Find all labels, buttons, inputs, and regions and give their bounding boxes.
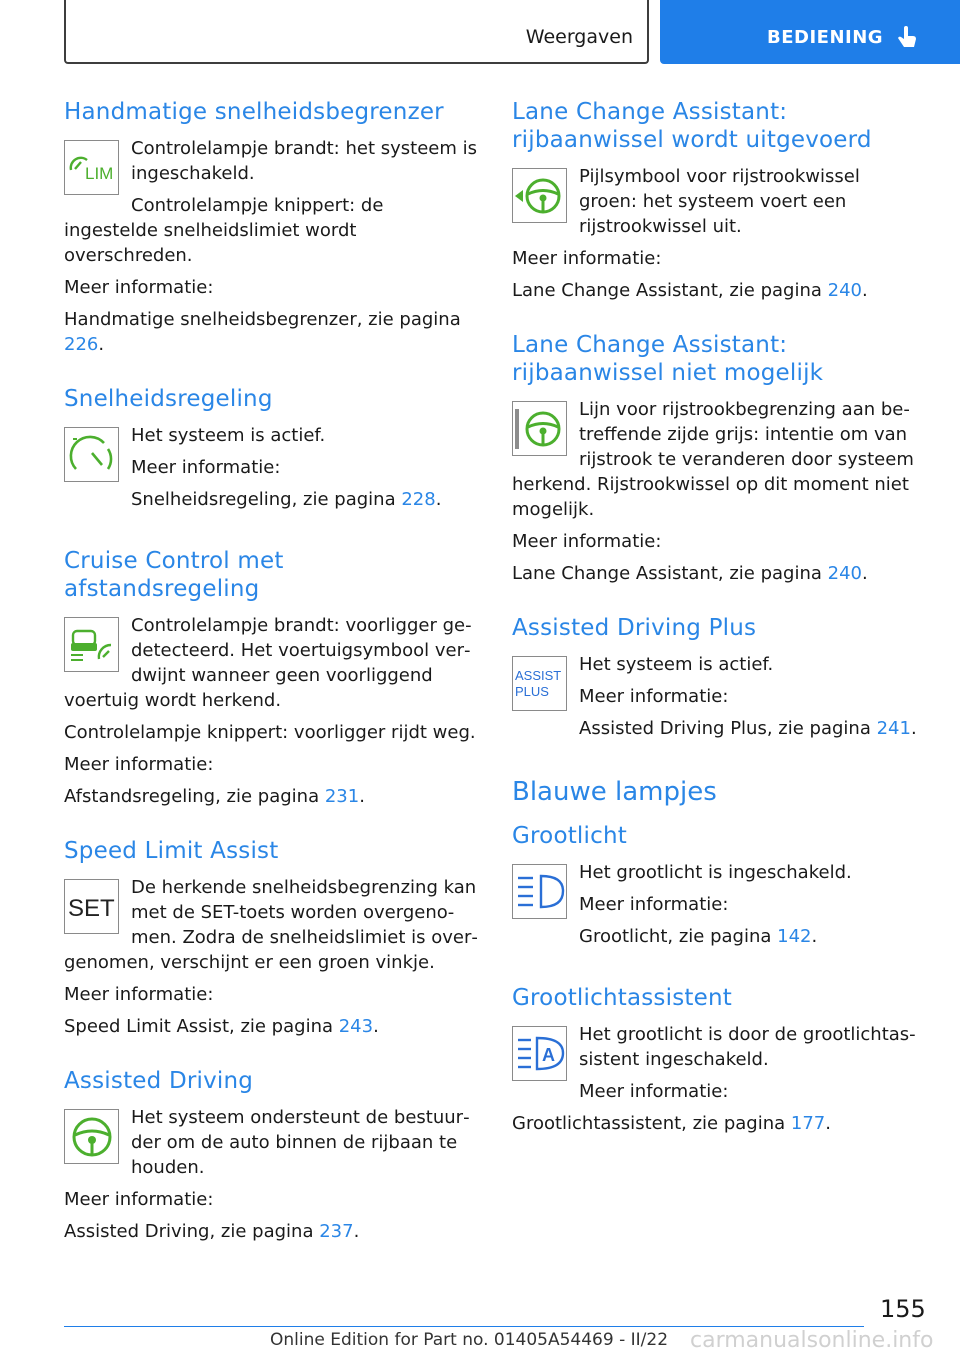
paragraph: Meer informatie: [579, 894, 729, 915]
section-distance-control [64, 547, 479, 809]
section-title: Cruise Control met afstandsregeling [64, 548, 284, 602]
svg-text:PLUS: PLUS [515, 683, 549, 699]
svg-text:SET: SET [68, 894, 115, 922]
paragraph: Meer informatie: [64, 984, 214, 1005]
reference: Snelheidsregeling, zie pagina 228. [131, 489, 442, 510]
paragraph: Controlelampje knippert: de ingestelde snelheidslimiet wordt overschreden. [64, 195, 384, 266]
paragraph: Meer informatie: [64, 754, 214, 775]
section-title: Assisted Driving [64, 1068, 254, 1094]
reference: Lane Change Assistant, zie pagina 240. [512, 563, 868, 584]
steering-wheel-icon [64, 1109, 119, 1164]
high-beam-assistant-icon [512, 1026, 567, 1081]
section-assisted-driving [64, 1067, 479, 1244]
section-lane-change-not-possible [512, 331, 922, 586]
page-link[interactable]: 243 [338, 1016, 374, 1037]
section-assisted-driving-plus [512, 614, 922, 748]
paragraph: Controlelampje brandt: het systeem is ingeschakeld. [131, 138, 477, 184]
paragraph: Pijlsymbool voor rijstrookwissel groen: het systeem voert een rijstrookwissel uit. [579, 166, 860, 237]
page-number: 155 [880, 1295, 926, 1323]
section-title: Speed Limit Assist [64, 838, 279, 864]
set-icon [64, 879, 119, 934]
reference: Grootlichtassistent, zie pagina 177. [512, 1113, 831, 1134]
reference: Afstandsregeling, zie pagina 231. [64, 786, 365, 807]
section-title: Grootlichtassistent [512, 985, 732, 1011]
speedometer-icon [64, 427, 119, 482]
page-link[interactable]: 231 [324, 786, 360, 807]
section-title: Lane Change Assistant: rijbaanwissel wordt uitgevoerd [512, 99, 872, 153]
paragraph: Meer informatie: [64, 1189, 214, 1210]
paragraph: De herkende snelheidsbegrenzing kan met de SET-toets worden overgenomen. Zodra de snelheidslimiet is overgenomen, verschijnt er een groen vinkje. [64, 877, 478, 973]
reference: Grootlicht, zie pagina 142. [579, 926, 818, 947]
section-title: Grootlicht [512, 823, 627, 849]
section-title: Handmatige snelheidsbegrenzer [64, 99, 444, 125]
paragraph: Lijn voor rijstrookbegrenzing aan betreffende zijde grijs: intentie om van rijstrook te veranderen door systeem herkend. Rijstrookwissel op dit moment niet mogelijk. [512, 399, 914, 520]
header-section-title: Weergaven [525, 26, 633, 48]
page-link[interactable]: 241 [876, 718, 911, 739]
speed-limiter-lim-icon [64, 140, 119, 195]
footer-divider [64, 1326, 864, 1327]
assist-plus-icon [512, 656, 567, 711]
lane-boundary-icon [512, 401, 567, 456]
footer-edition: Online Edition for Part no. 01405A54469 - II/22 [270, 1330, 669, 1350]
page-link[interactable]: 240 [827, 563, 862, 584]
svg-text:A: A [541, 1044, 555, 1065]
page-link[interactable]: 177 [790, 1113, 826, 1134]
high-beam-icon [512, 864, 567, 919]
paragraph: Meer informatie: [64, 277, 214, 298]
paragraph: Het grootlicht is door de grootlichtassistent ingeschakeld. [579, 1024, 916, 1070]
section-cruise-control [64, 385, 479, 519]
paragraph: Meer informatie: [512, 248, 662, 269]
section-speed-limit-assist [64, 837, 479, 1039]
page-link[interactable]: 142 [777, 926, 812, 947]
reference: Speed Limit Assist, zie pagina 243. [64, 1016, 379, 1037]
section-high-beam-assistant [512, 984, 922, 1136]
section-manual-speed-limiter [64, 98, 479, 357]
paragraph: Meer informatie: [579, 686, 729, 707]
section-high-beam [512, 822, 922, 956]
page-link[interactable]: 228 [401, 489, 436, 510]
lane-change-arrow-icon [512, 168, 567, 223]
header-section-box [64, 0, 649, 64]
paragraph: Het grootlicht is ingeschakeld. [579, 862, 852, 883]
section-title: Snelheidsregeling [64, 386, 273, 412]
paragraph: Controlelampje knippert: voorligger rijdt weg. [64, 722, 476, 743]
paragraph: Meer informatie: [131, 457, 281, 478]
header-chapter-title: BEDIENING [767, 27, 884, 48]
pointing-hand-icon [896, 26, 918, 54]
page-link[interactable]: 237 [319, 1221, 354, 1242]
section-title: Assisted Driving Plus [512, 615, 757, 641]
left-column [64, 98, 479, 1272]
reference: Lane Change Assistant, zie pagina 240. [512, 280, 868, 301]
section-title: Lane Change Assistant: rijbaanwissel niet mogelijk [512, 332, 824, 386]
paragraph: Meer informatie: [512, 531, 662, 552]
paragraph: Het systeem is actief. [579, 654, 774, 675]
header-chapter-tab [660, 0, 960, 64]
distance-control-car-icon [64, 617, 119, 672]
paragraph: Het systeem is actief. [131, 425, 326, 446]
reference: Assisted Driving, zie pagina 237. [64, 1221, 360, 1242]
page-link[interactable]: 226 [64, 334, 99, 355]
reference: Assisted Driving Plus, zie pagina 241. [579, 718, 917, 739]
paragraph: Controlelampje brandt: voorligger gedetecteerd. Het voertuigsymbool verdwijnt wanneer geen voorliggend voertuig wordt herkend. [64, 615, 472, 711]
chapter-heading-blue-lamps: Blauwe lampjes [512, 777, 717, 807]
paragraph: Meer informatie: [579, 1081, 729, 1102]
svg-text:ASSIST: ASSIST [515, 667, 562, 683]
paragraph: Het systeem ondersteunt de bestuurder om de auto binnen de rijbaan te houden. [131, 1107, 470, 1178]
watermark: carmanualsonline.info [690, 1328, 934, 1353]
page-link[interactable]: 240 [827, 280, 862, 301]
right-column [512, 98, 922, 1164]
reference: Handmatige snelheidsbegrenzer, zie pagina 226. [64, 309, 461, 355]
svg-text:LIM: LIM [85, 163, 114, 183]
section-lane-change-executed [512, 98, 922, 303]
